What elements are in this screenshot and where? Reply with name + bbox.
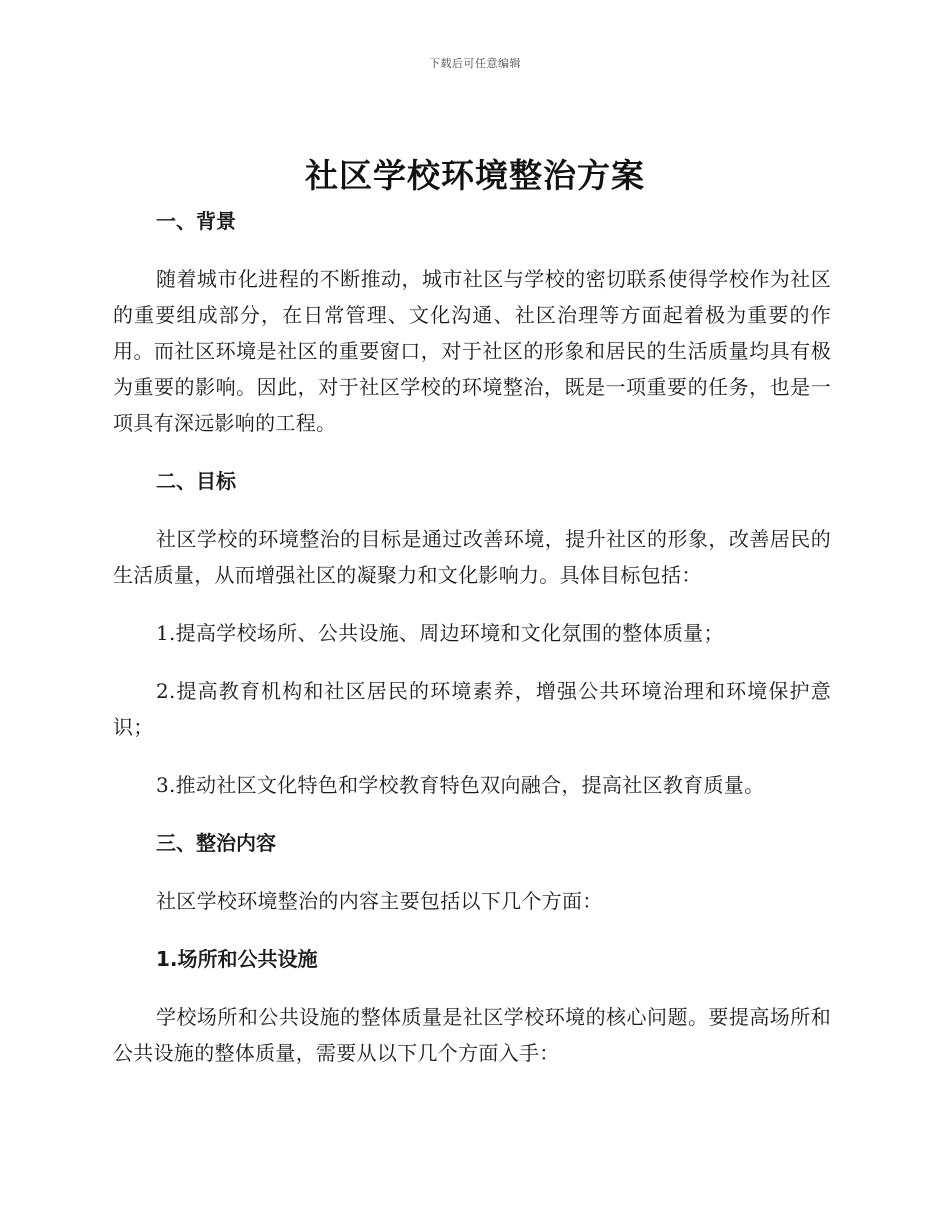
section-heading-content: 三、整治内容: [156, 831, 276, 855]
background-paragraph: 随着城市化进程的不断推动，城市社区与学校的密切联系使得学校作为社区的重要组成部分，在日常管理、文化沟通、社区治理等方面起着极为重要的作用。而社区环境是社区的重要窗口，对于社区的形象和居民的生活质量均具有极为重要的影响。因此，对于社区学校的环境整治，既是一项重要的任务，也是一项具有深远影响的工程。: [113, 267, 831, 435]
facilities-paragraph: 学校场所和公共设施的整体质量是社区学校环境的核心问题。要提高场所和公共设施的整体质量，需要从以下几个方面入手：: [113, 1005, 831, 1065]
section-heading-goals: 二、目标: [156, 469, 236, 493]
goal-item: 1.提高学校场所、公共设施、周边环境和文化氛围的整体质量；: [156, 621, 724, 645]
header-note: 下载后可任意编辑: [429, 57, 521, 70]
document-title: 社区学校环境整治方案: [305, 156, 645, 195]
document-body: [113, 203, 831, 1071]
section-heading-background: 一、背景: [156, 209, 236, 233]
content-paragraph: 社区学校环境整治的内容主要包括以下几个方面：: [156, 889, 603, 913]
goal-item: 3.推动社区文化特色和学校教育特色双向融合，提高社区教育质量。: [156, 773, 765, 797]
goals-paragraph: 社区学校的环境整治的目标是通过改善环境，提升社区的形象，改善居民的生活质量，从而增强社区的凝聚力和文化影响力。具体目标包括：: [113, 527, 831, 587]
goal-item: 2.提高教育机构和社区居民的环境素养，增强公共环境治理和环境保护意识；: [113, 679, 831, 739]
subsection-heading-facilities: 1.场所和公共设施: [156, 947, 318, 971]
